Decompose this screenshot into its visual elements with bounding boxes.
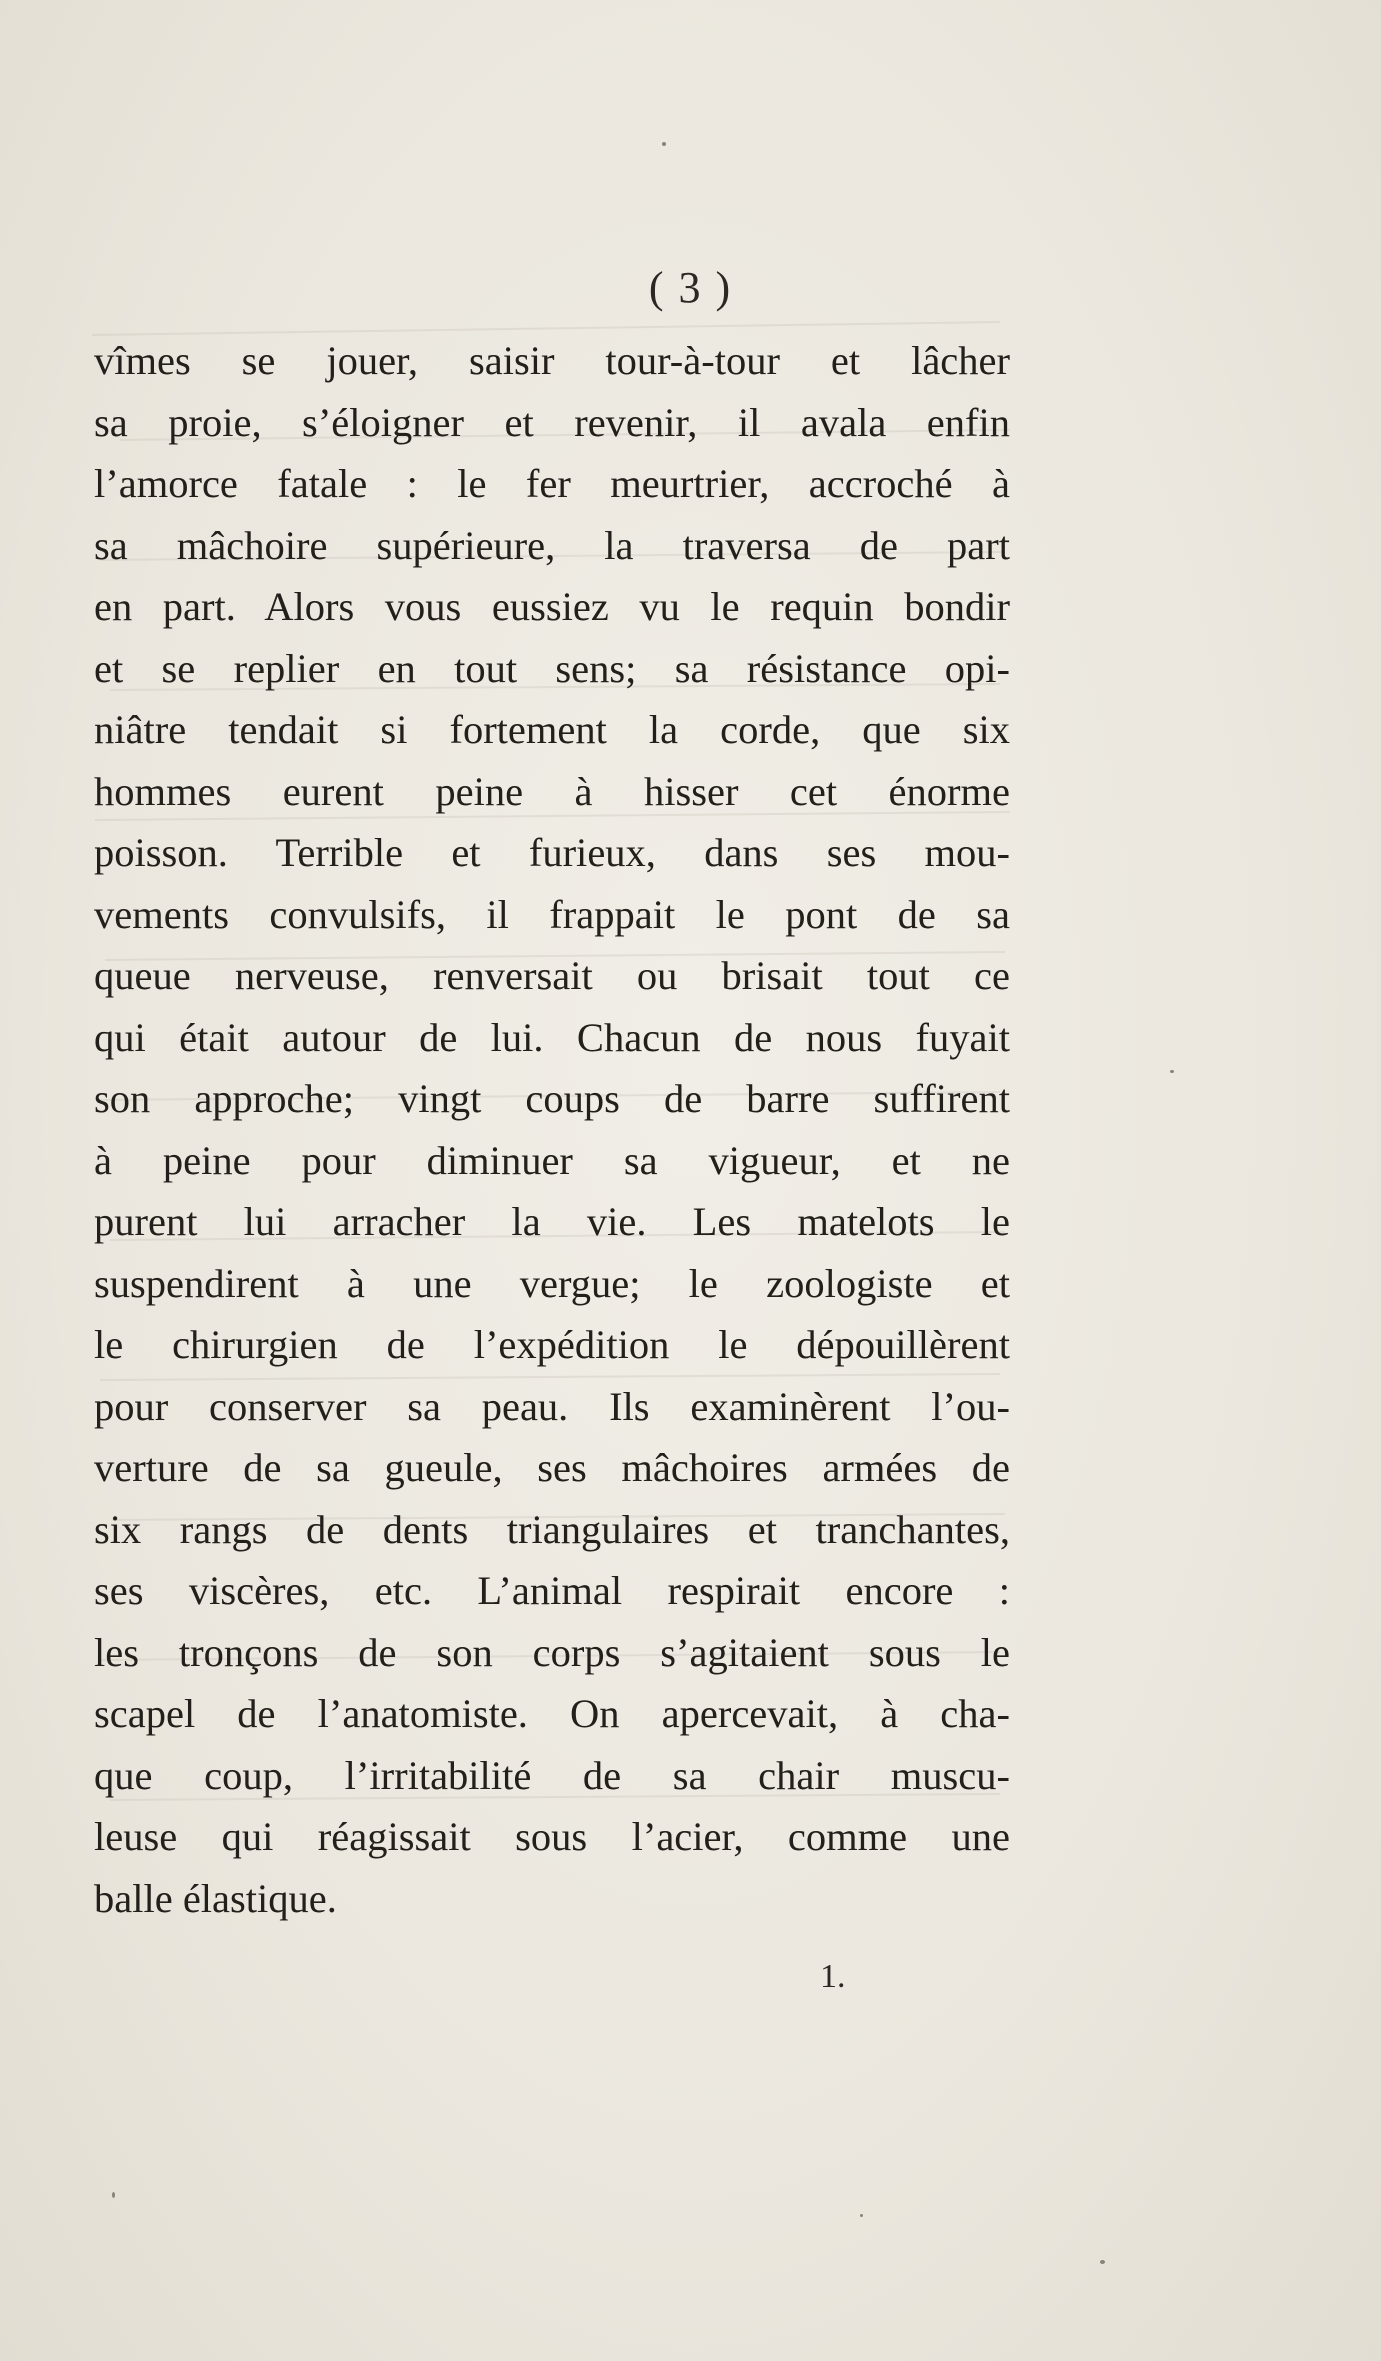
text-line: queue nerveuse, renversait ou brisait tout ce (94, 953, 1010, 998)
text-line: les tronçons de son corps s’agitaient sous le (94, 1629, 1010, 1675)
text-line: leuse qui réagissait sous l’acier, comme une (94, 1814, 1010, 1859)
text-line: vîmes se jouer, saisir tour-à-tour et lâcher (94, 338, 1010, 383)
text-line: verture de sa gueule, ses mâchoires armées de (94, 1445, 1010, 1490)
text-line: pour conserver sa peau. Ils examinèrent l’ou- (94, 1383, 1010, 1429)
text-line: scapel de l’anatomiste. On apercevait, à cha- (94, 1691, 1010, 1736)
text-line: son approche; vingt coups de barre suffirent (94, 1076, 1010, 1121)
text-line: poisson. Terrible et furieux, dans ses mou- (94, 830, 1010, 875)
body-paragraph (94, 330, 1010, 1929)
text-line: sa proie, s’éloigner et revenir, il avala enfin (94, 399, 1010, 445)
text-line: le chirurgien de l’expédition le dépouillèrent (94, 1322, 1010, 1367)
paper-speck (860, 2214, 863, 2217)
text-line: à peine pour diminuer sa vigueur, et ne (94, 1137, 1010, 1183)
text-line: vements convulsifs, il frappait le pont de sa (94, 891, 1010, 937)
text-line: purent lui arracher la vie. Les matelots le (94, 1199, 1010, 1244)
signature-mark: 1. (820, 1958, 846, 1995)
text-line: suspendirent à une vergue; le zoologiste et (94, 1260, 1010, 1306)
paper-speck (1170, 1070, 1174, 1073)
text-line: niâtre tendait si fortement la corde, que six (94, 707, 1010, 752)
text-line: hommes eurent peine à hisser cet énorme (94, 768, 1010, 814)
paper-speck (112, 2192, 115, 2198)
page-number-header: ( 3 ) (648, 263, 733, 312)
text-line: en part. Alors vous eussiez vu le requin bondir (94, 584, 1010, 629)
text-line: qui était autour de lui. Chacun de nous fuyait (94, 1014, 1010, 1060)
paper-speck (1100, 2260, 1105, 2264)
text-line: que coup, l’irritabilité de sa chair muscu- (94, 1752, 1010, 1798)
text-line: l’amorce fatale : le fer meurtrier, accroché à (94, 461, 1010, 506)
text-line: six rangs de dents triangulaires et tranchantes, (94, 1506, 1010, 1552)
text-line: sa mâchoire supérieure, la traversa de part (94, 522, 1010, 568)
text-line: ses viscères, etc. L’animal respirait encore : (94, 1568, 1010, 1613)
text-line: et se replier en tout sens; sa résistance opi- (94, 645, 1010, 691)
text-line: balle élastique. (94, 1875, 337, 1921)
paper-speck (662, 142, 666, 146)
